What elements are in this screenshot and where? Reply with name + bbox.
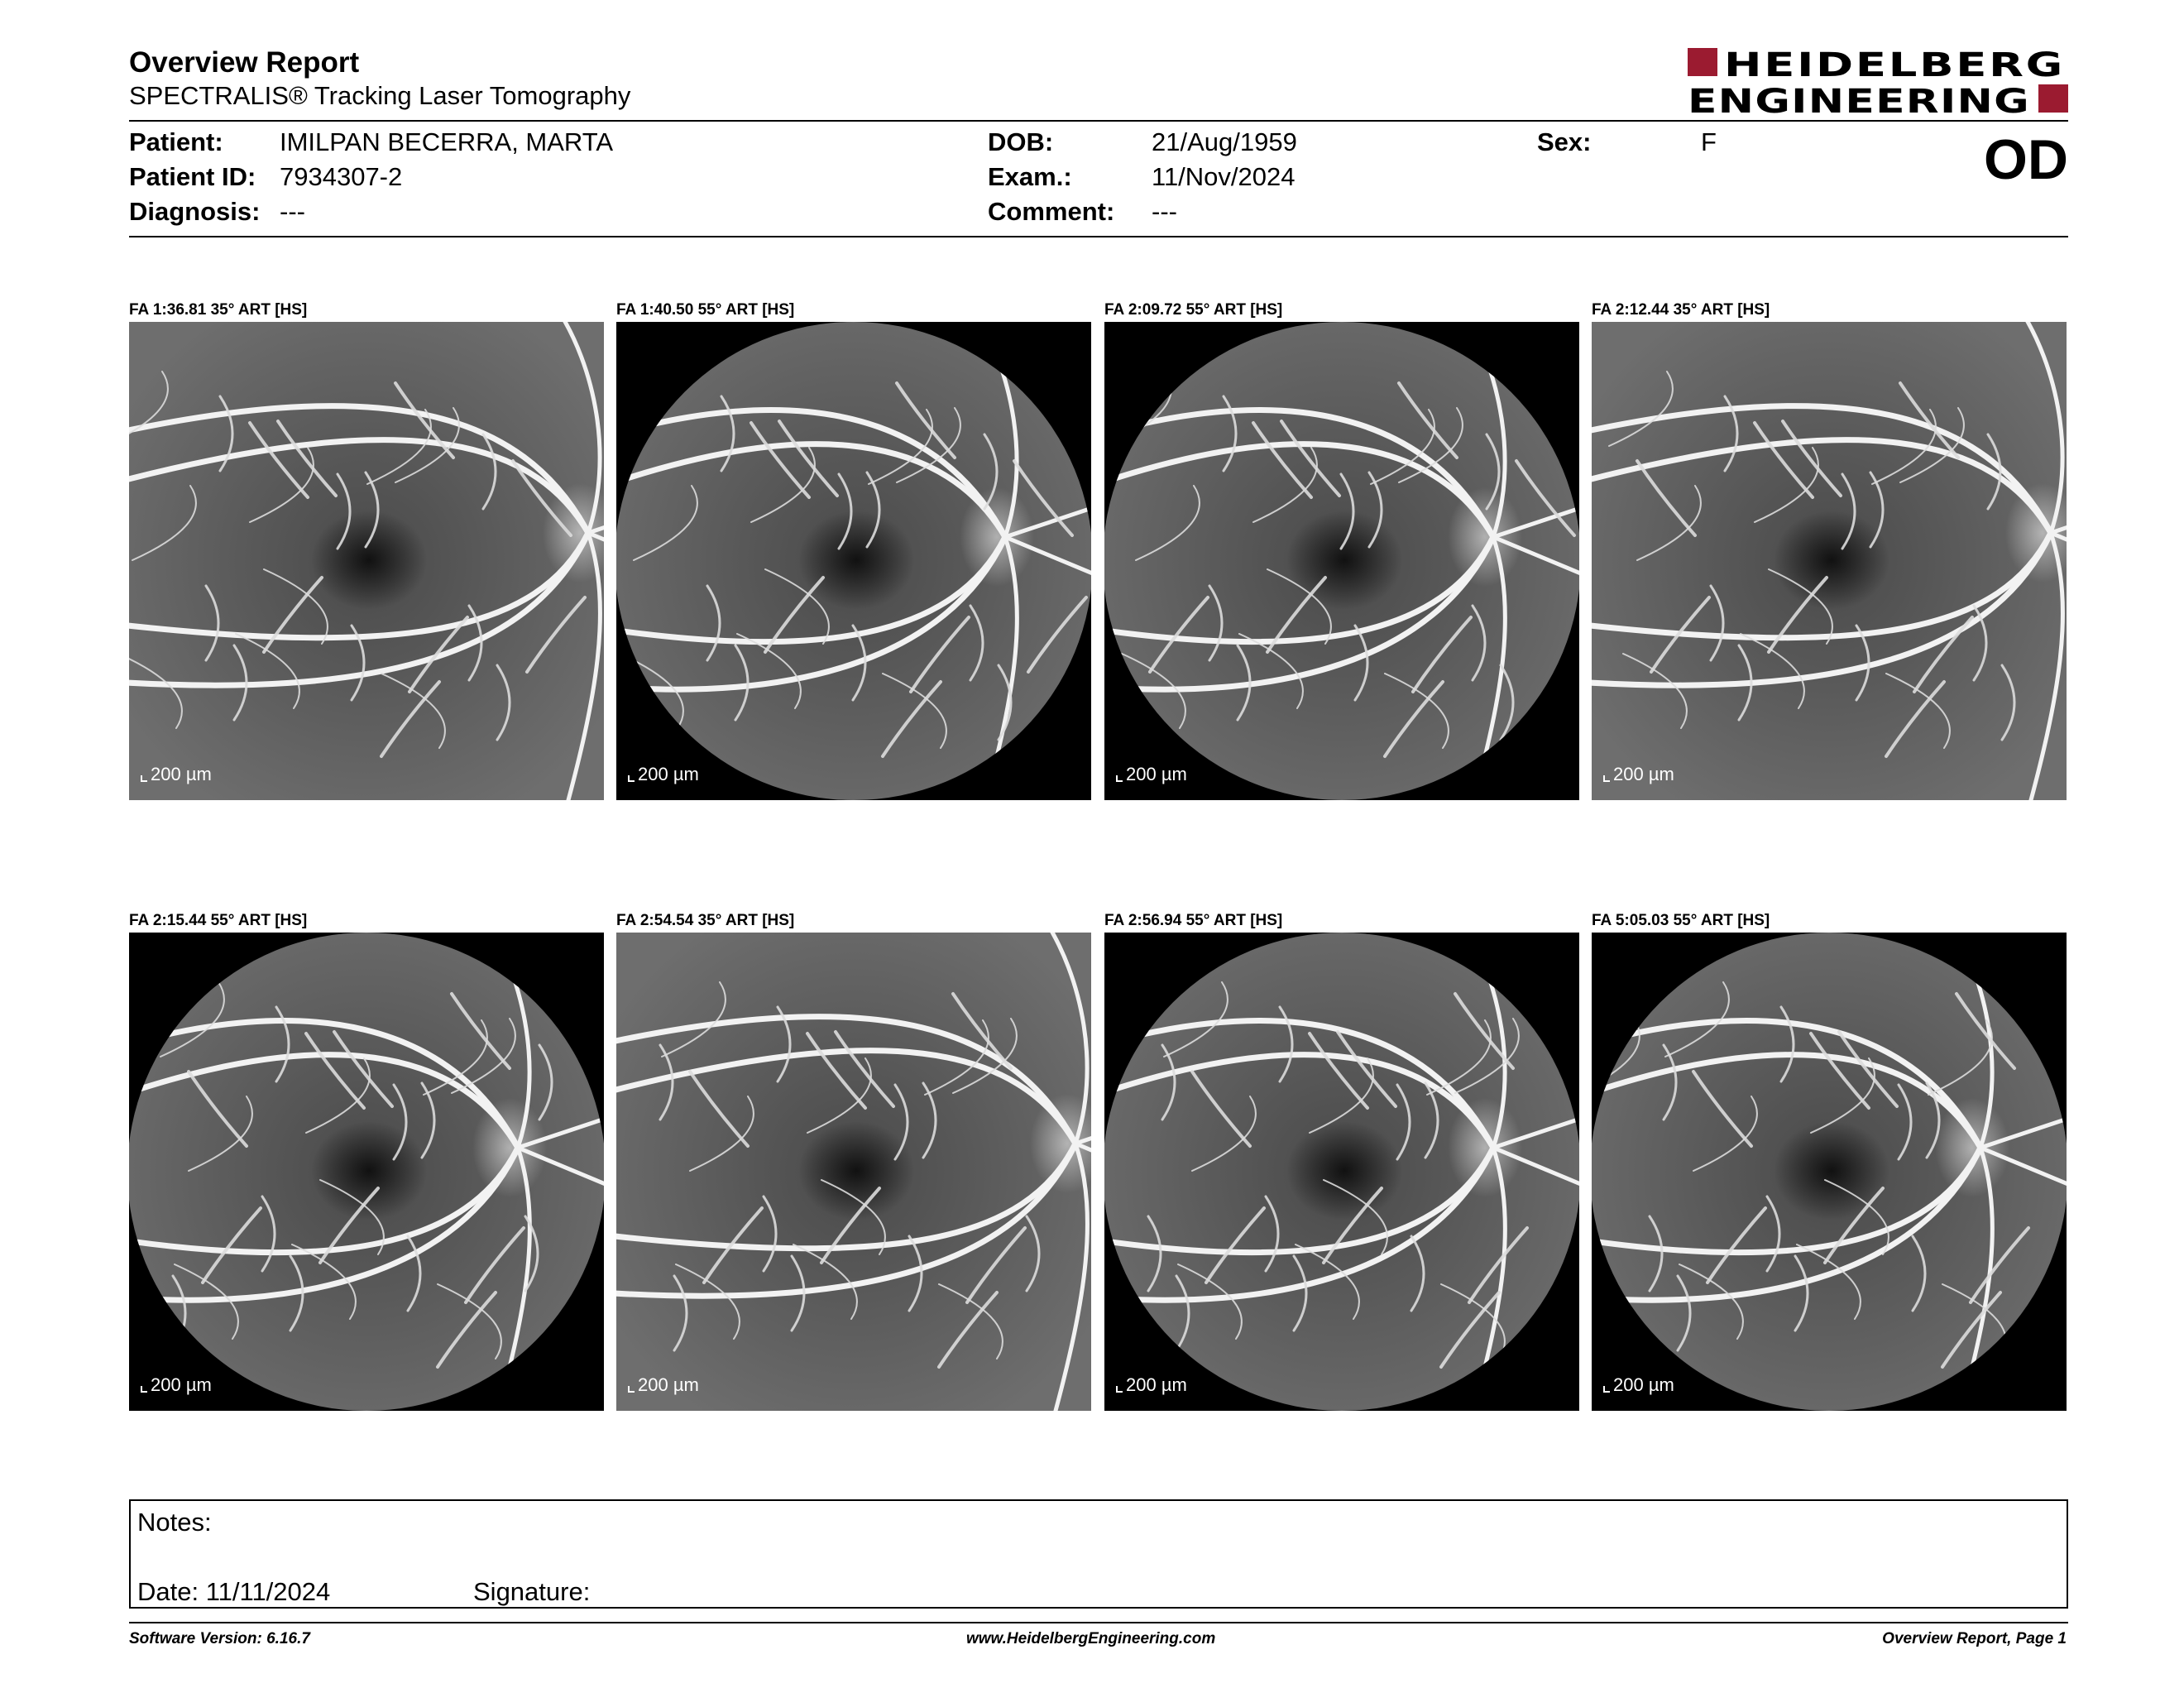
notes-box[interactable] xyxy=(129,1499,2068,1609)
website-link[interactable]: www.HeidelbergEngineering.com xyxy=(966,1630,1216,1647)
comment-value: --- xyxy=(1152,197,1177,226)
scale-label: 200 µm xyxy=(151,764,212,784)
scale-bar-icon xyxy=(141,1386,147,1393)
diagnosis-label: Diagnosis: xyxy=(129,197,261,226)
patient-rule xyxy=(129,236,2068,237)
report-title: Overview Report xyxy=(129,46,360,79)
patient-id-label: Patient ID: xyxy=(129,162,256,191)
patient-id-value: 7934307-2 xyxy=(280,162,403,191)
scale-bar-icon xyxy=(628,775,635,782)
eye-indicator: OD xyxy=(1984,128,2068,191)
diagnosis-value: --- xyxy=(280,197,305,226)
image-caption: FA 2:09.72 55° ART [HS] xyxy=(1104,301,1283,319)
header-rule xyxy=(129,120,2068,122)
fundus-image[interactable] xyxy=(1104,933,1579,1411)
scale-bar xyxy=(1603,1374,1674,1396)
scale-bar xyxy=(141,1374,212,1396)
notes-label: Notes: xyxy=(137,1508,212,1537)
dob-label: DOB: xyxy=(988,127,1054,156)
page-number: Overview Report, Page 1 xyxy=(1882,1630,2067,1647)
scale-label: 200 µm xyxy=(1126,1374,1187,1395)
scale-label: 200 µm xyxy=(1613,764,1674,784)
logo-line2: ENGINEERING xyxy=(1688,83,2030,116)
fundus-image[interactable] xyxy=(129,322,604,800)
exam-value: 11/Nov/2024 xyxy=(1152,162,1296,191)
scale-bar xyxy=(1603,764,1674,785)
image-caption: FA 2:56.94 55° ART [HS] xyxy=(1104,912,1283,929)
scale-label: 200 µm xyxy=(638,764,699,784)
date-text: Date: 11/11/2024 xyxy=(137,1577,331,1606)
heidelberg-engineering-logo xyxy=(1688,46,2068,116)
scale-bar xyxy=(628,764,699,785)
image-caption: FA 2:15.44 55° ART [HS] xyxy=(129,912,308,929)
scale-label: 200 µm xyxy=(1126,764,1187,784)
logo-line1: HEIDELBERG xyxy=(1724,46,2065,84)
scale-bar-icon xyxy=(1116,775,1123,782)
scale-bar xyxy=(628,1374,699,1396)
image-caption: FA 1:40.50 55° ART [HS] xyxy=(616,301,795,319)
image-caption: FA 2:54.54 35° ART [HS] xyxy=(616,912,795,929)
report-subtitle: SPECTRALIS® Tracking Laser Tomography xyxy=(129,81,631,110)
footer-rule xyxy=(129,1622,2068,1623)
sex-value: F xyxy=(1701,127,1717,156)
fundus-image[interactable] xyxy=(1592,322,2067,800)
software-version: Software Version: 6.16.7 xyxy=(129,1630,310,1647)
exam-label: Exam.: xyxy=(988,162,1072,191)
image-caption: FA 5:05.03 55° ART [HS] xyxy=(1592,912,1770,929)
fundus-image[interactable] xyxy=(616,933,1091,1411)
scale-bar-icon xyxy=(1116,1386,1123,1393)
patient-label: Patient: xyxy=(129,127,223,156)
fundus-image[interactable] xyxy=(1592,933,2067,1411)
comment-label: Comment: xyxy=(988,197,1115,226)
signature-label: Signature: xyxy=(473,1577,591,1606)
fundus-image[interactable] xyxy=(129,933,604,1411)
scale-bar-icon xyxy=(1603,775,1610,782)
scale-bar-icon xyxy=(1603,1386,1610,1393)
image-caption: FA 2:12.44 35° ART [HS] xyxy=(1592,301,1770,319)
sex-label: Sex: xyxy=(1537,127,1592,156)
scale-bar-icon xyxy=(141,775,147,782)
image-caption: FA 1:36.81 35° ART [HS] xyxy=(129,301,308,319)
scale-label: 200 µm xyxy=(638,1374,699,1395)
scale-bar-icon xyxy=(628,1386,635,1393)
patient-name: IMILPAN BECERRA, MARTA xyxy=(280,127,614,156)
scale-bar xyxy=(141,764,212,785)
dob-value: 21/Aug/1959 xyxy=(1152,127,1297,156)
fundus-image[interactable] xyxy=(616,322,1091,800)
fundus-image[interactable] xyxy=(1104,322,1579,800)
scale-label: 200 µm xyxy=(1613,1374,1674,1395)
scale-label: 200 µm xyxy=(151,1374,212,1395)
scale-bar xyxy=(1116,764,1187,785)
scale-bar xyxy=(1116,1374,1187,1396)
